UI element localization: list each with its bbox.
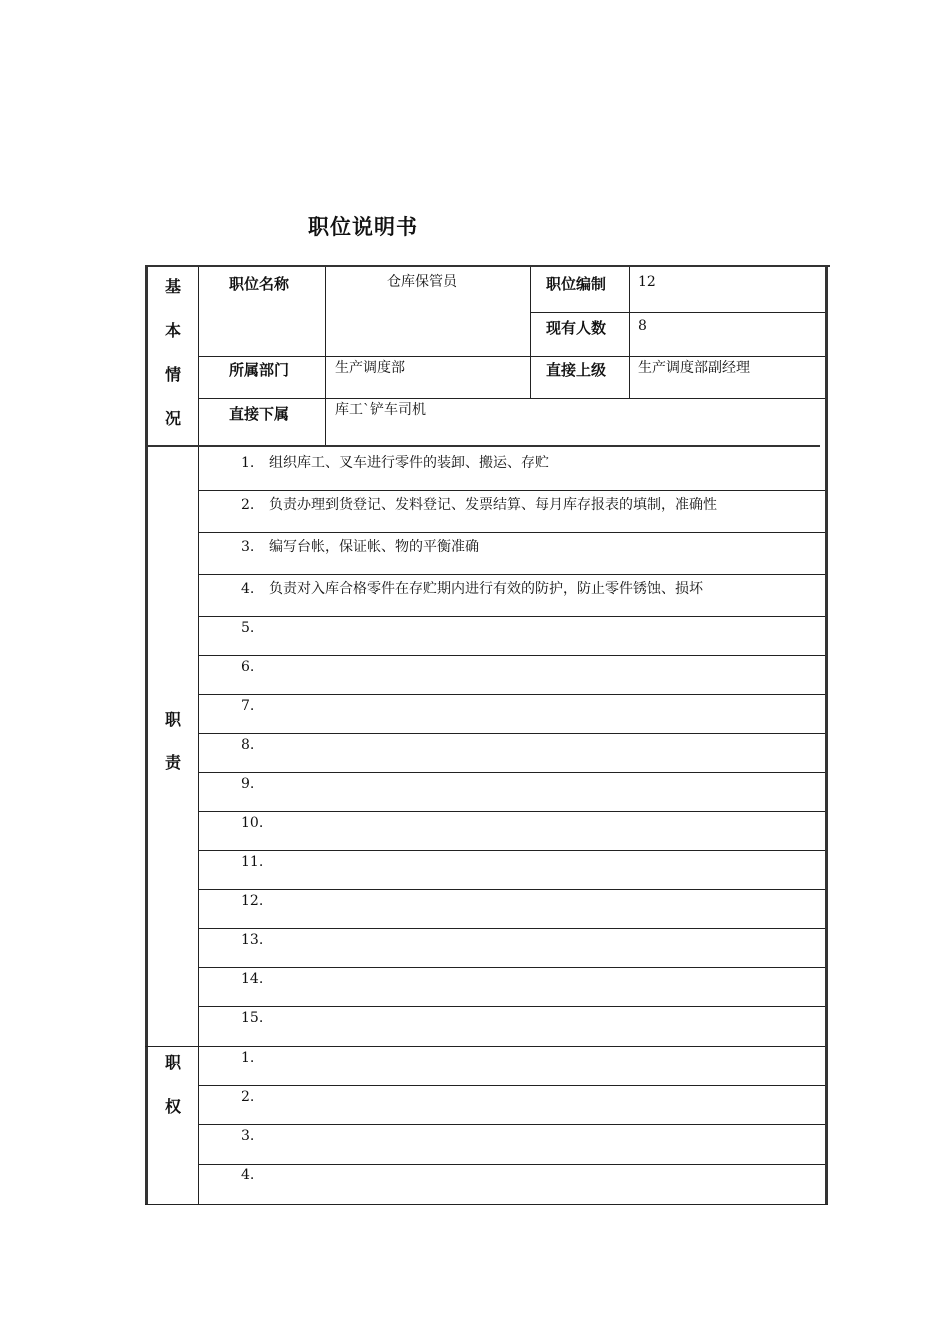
duty-item [241,893,269,909]
authority-row-line-3 [198,1164,825,1165]
duty-item [241,776,269,792]
position-quota-value: 12 [638,274,656,290]
basic-col-divider-2 [530,267,531,398]
duty-row-line-3 [198,574,825,575]
duty-row-line-6 [198,694,825,695]
authority-row-line-2 [198,1124,825,1125]
authority-item [241,1050,269,1066]
duty-item-number: 14. [241,971,264,987]
duty-item-number: 11. [241,854,264,870]
table-left-border [145,265,148,1205]
duty-item [241,452,549,472]
basic-section-char-3: 情 [164,365,181,384]
authority-section-char-1: 职 [164,1053,181,1072]
duty-row-line-10 [198,850,825,851]
duty-item-text: 负责办理到货登记、发料登记、发票结算、每月库存报表的填制，准确性 [269,497,717,513]
basic-section-char-2: 本 [164,321,181,340]
duty-row-line-7 [198,733,825,734]
duty-item [241,578,703,598]
duty-item-text: 编写台帐，保证帐、物的平衡准确 [269,539,479,555]
duty-item-number: 2. [241,497,255,513]
duty-row-line-1 [198,490,825,491]
duty-item [241,932,269,948]
duty-row-line-9 [198,811,825,812]
supervisor-label: 直接上级 [546,361,607,379]
duty-item-number: 3. [241,539,255,555]
department-value: 生产调度部 [335,360,405,376]
duty-row-line-14 [198,1006,825,1007]
table-top-border [145,265,830,267]
authority-item [241,1167,269,1183]
basic-section-char-4: 况 [164,409,181,428]
duty-item-text: 组织库工、叉车进行零件的装卸、搬运、存贮 [269,455,549,471]
position-name-value: 仓库保管员 [387,274,457,290]
authority-item-number: 2. [241,1089,255,1105]
duty-item [241,815,269,831]
subordinates-value: 库工`铲车司机 [335,402,426,418]
authority-item-number: 3. [241,1128,255,1144]
authority-section-char-2: 权 [164,1097,181,1116]
duty-item [241,854,269,870]
section-column-divider [198,267,199,1204]
basic-row-divider-dept [198,356,825,357]
duty-item [241,620,269,636]
duty-item-number: 12. [241,893,264,909]
duty-item-number: 4. [241,581,255,597]
authority-item [241,1089,269,1105]
current-count-label: 现有人数 [546,319,607,337]
duty-row-line-13 [198,967,825,968]
authority-item [241,1128,269,1144]
duty-item [241,659,269,675]
duty-item [241,737,269,753]
duty-item [241,536,479,556]
duty-item-number: 15. [241,1010,264,1026]
duty-item-number: 6. [241,659,255,675]
current-count-value: 8 [638,318,647,334]
duty-item-number: 10. [241,815,264,831]
duty-item [241,698,269,714]
basic-row-divider-quota [530,312,825,313]
duty-row-line-8 [198,772,825,773]
duty-item-number: 13. [241,932,264,948]
duty-item [241,1010,269,1026]
duty-item [241,494,717,514]
table-right-border [825,265,828,1205]
supervisor-value: 生产调度部副经理 [638,360,750,376]
duty-row-line-4 [198,616,825,617]
duty-item-number: 8. [241,737,255,753]
authority-item-number: 4. [241,1167,255,1183]
duties-section-char-1: 职 [164,710,181,729]
duty-row-line-12 [198,928,825,929]
duty-row-line-2 [198,532,825,533]
duty-item-number: 1. [241,455,255,471]
page-title: 职位说明书 [308,215,418,239]
basic-section-char-1: 基 [164,277,181,296]
duty-item-number: 9. [241,776,255,792]
duty-item-text: 负责对入库合格零件在存贮期内进行有效的防护，防止零件锈蚀、损坏 [269,581,703,597]
table-bottom-border [145,1204,828,1205]
basic-section-bottom [145,445,820,447]
basic-row-divider-sub [198,398,825,399]
subordinates-label: 直接下属 [229,405,290,423]
duty-row-line-5 [198,655,825,656]
duty-item-number: 5. [241,620,255,636]
authority-item-number: 1. [241,1050,255,1066]
duty-item-number: 7. [241,698,255,714]
position-quota-label: 职位编制 [546,275,607,293]
duty-row-line-11 [198,889,825,890]
department-label: 所属部门 [229,361,290,379]
duties-section-bottom [145,1046,825,1047]
duties-section-char-2: 责 [164,753,181,772]
duty-item [241,971,269,987]
basic-col-divider-3 [629,267,630,398]
authority-row-line-1 [198,1085,825,1086]
position-name-label: 职位名称 [229,275,290,293]
